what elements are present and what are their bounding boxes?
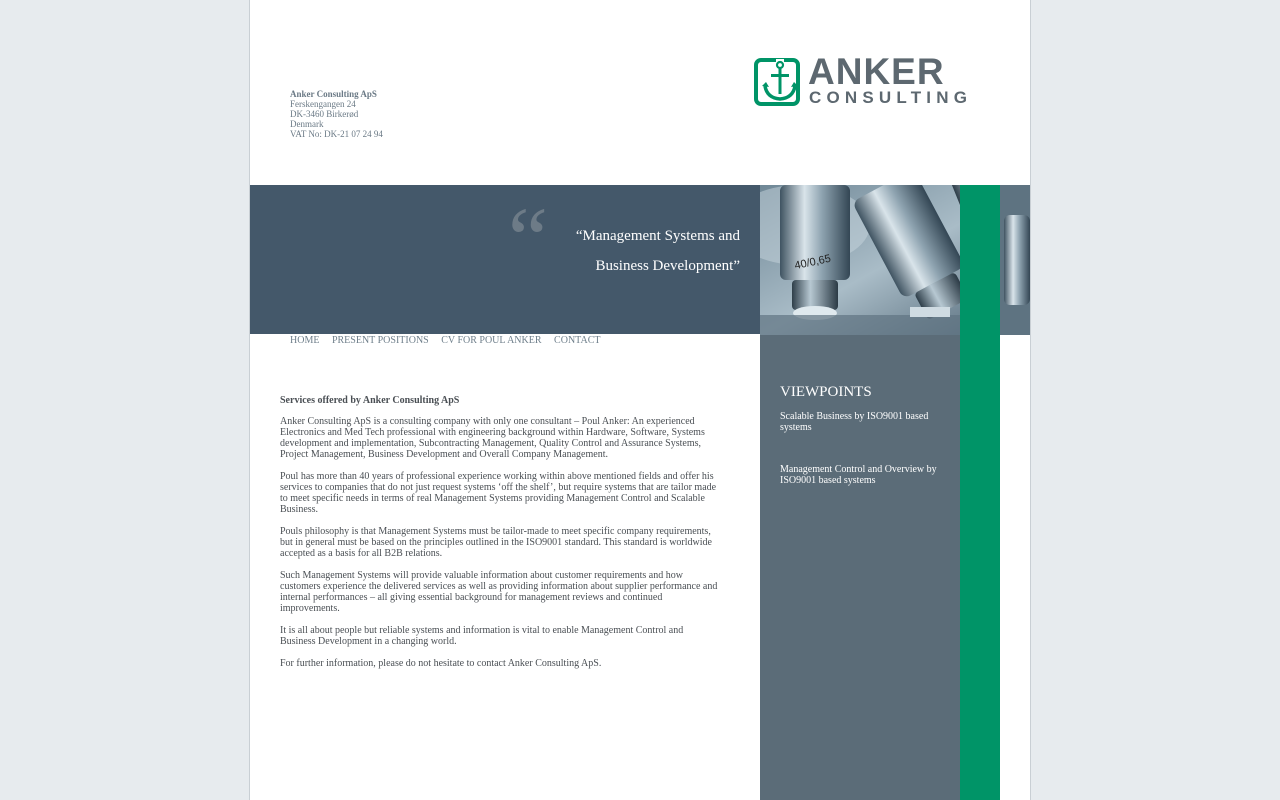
- viewpoint-link-management-control[interactable]: Management Control and Overview by ISO9001 based systems: [780, 464, 937, 486]
- lens-label: 40/0,65: [793, 252, 832, 273]
- company-country: Denmark: [290, 119, 324, 129]
- content-paragraph-1: Anker Consulting ApS is a consulting company with only one consultant – Poul Anker: An experienced Electronics and Med Tech professional with engineering background within Hardware, Software, Systems development and implementation, Subcontracting Management, Quality Control and Assurance Systems, Project Management, Business Development and Overall Company Management.: [280, 416, 705, 460]
- company-address: [290, 89, 383, 139]
- company-city: DK-3460 Birkerød: [290, 109, 359, 119]
- company-name: Anker Consulting ApS: [290, 89, 377, 99]
- content-paragraph-2: Poul has more than 40 years of professional experience working within above mentioned fields and offer his services to companies that do not just request systems ‘off the shelf’, but require systems that are tailor made to meet specific needs in terms of real Management Systems providing Management Control and Scalable Business.: [280, 471, 717, 515]
- main-navigation: [290, 335, 610, 347]
- logo-wordmark-consulting: CONSULTING: [809, 88, 973, 107]
- main-content: [280, 395, 720, 680]
- viewpoints-sidebar: [760, 335, 960, 800]
- nav-cv-for-poul-anker[interactable]: CV FOR POUL ANKER: [441, 335, 542, 346]
- viewpoint-link-scalable-business[interactable]: Scalable Business by ISO9001 based systems: [780, 411, 929, 433]
- green-accent-bar: [960, 185, 1000, 800]
- content-paragraph-3: Pouls philosophy is that Management Systems must be tailor-made to meet specific company requirements, but in general must be based on the principles outlined in the ISO9001 standard. This standard is worldwide accepted as a basis for all B2B relations.: [280, 526, 712, 559]
- content-paragraph-6: For further information, please do not hesitate to contact Anker Consulting ApS.: [280, 658, 602, 669]
- logo-wordmark-anker: ANKER: [808, 51, 945, 92]
- anchor-logo-icon: [754, 58, 800, 106]
- nav-contact[interactable]: CONTACT: [554, 335, 601, 346]
- anker-consulting-logo[interactable]: [754, 51, 1020, 108]
- company-vat: VAT No: DK-21 07 24 94: [290, 129, 383, 139]
- nav-home[interactable]: HOME: [290, 335, 320, 346]
- company-street: Ferskengangen 24: [290, 99, 356, 109]
- banner-quote-line-1: “Management Systems and: [575, 228, 740, 244]
- page-container: [249, 0, 1031, 800]
- nav-present-positions[interactable]: PRESENT POSITIONS: [331, 335, 429, 346]
- content-paragraph-4: Such Management Systems will provide valuable information about customer requirements and how customers experience the delivered services as well as providing information about supplier performance and internal performances – all giving essential background for management reviews and continued improvements.: [280, 570, 718, 614]
- banner-quote-line-2: Business Development”: [595, 258, 740, 274]
- content-paragraph-5: It is all about people but reliable systems and information is vital to enable Management Control and Business Development in a changing world.: [280, 625, 684, 647]
- quote-banner: [250, 185, 760, 334]
- quote-mark-icon: “: [508, 190, 548, 289]
- viewpoints-title: VIEWPOINTS: [780, 384, 872, 400]
- banner-quote: [440, 221, 740, 281]
- content-title: Services offered by Anker Consulting ApS: [280, 395, 460, 406]
